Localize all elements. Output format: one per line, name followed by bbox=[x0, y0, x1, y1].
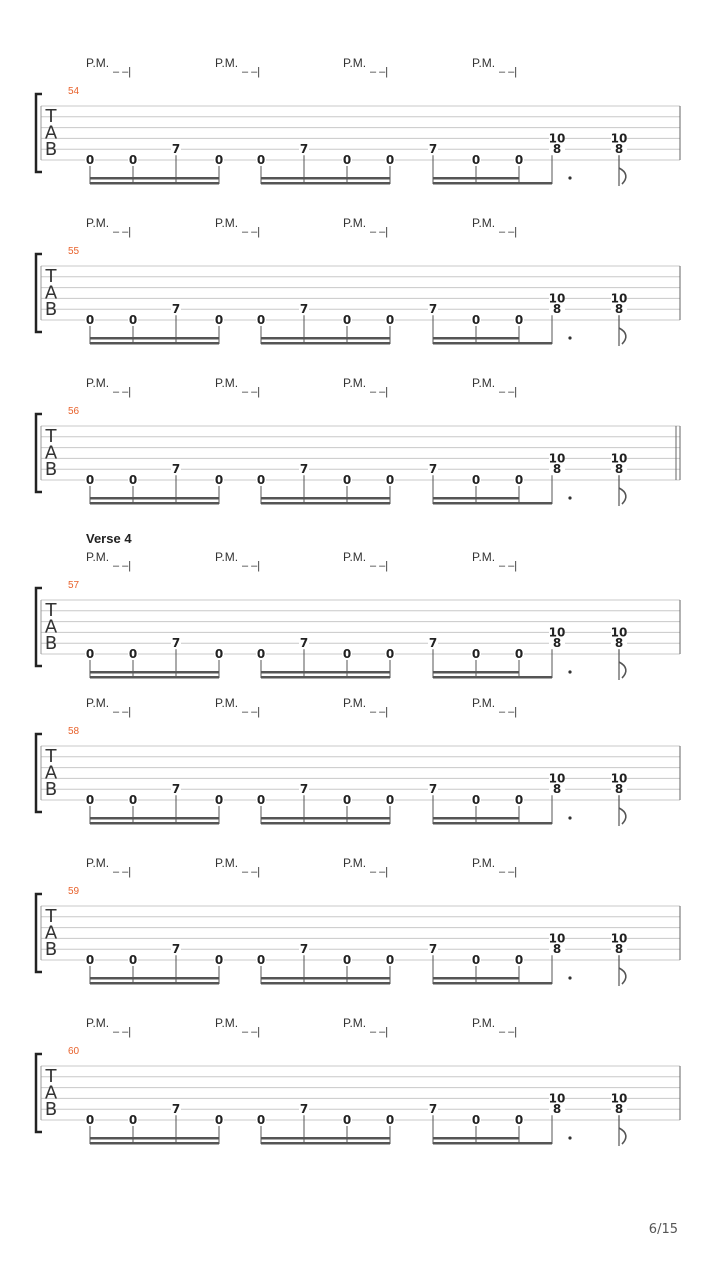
measure-number: 57 bbox=[68, 580, 80, 591]
palm-mute-label: P.M. bbox=[343, 856, 367, 870]
note-flag bbox=[619, 968, 626, 984]
dotted-note bbox=[568, 670, 571, 673]
measure-number: 59 bbox=[68, 886, 80, 897]
tab-clef-letter: B bbox=[44, 633, 58, 654]
beam-extension bbox=[519, 676, 552, 679]
fret-number: 7 bbox=[299, 942, 309, 957]
fret-number: 0 bbox=[256, 313, 266, 327]
fret-number: 0 bbox=[214, 647, 224, 661]
chord-fret-lower: 8 bbox=[552, 142, 562, 157]
fret-number: 7 bbox=[428, 782, 438, 797]
section-label: Verse 4 bbox=[86, 531, 132, 546]
tab-system-56 bbox=[36, 376, 680, 506]
palm-mute-label: P.M. bbox=[472, 376, 496, 390]
fret-number: 7 bbox=[299, 142, 309, 157]
palm-mute-label: P.M. bbox=[472, 696, 496, 710]
fret-number: 0 bbox=[128, 647, 138, 661]
palm-mute-label: P.M. bbox=[215, 376, 239, 390]
fret-number: 0 bbox=[514, 313, 524, 327]
palm-mute-label: P.M. bbox=[343, 56, 367, 70]
palm-mute-label: P.M. bbox=[86, 1016, 110, 1030]
fret-number: 0 bbox=[514, 473, 524, 487]
fret-number: 0 bbox=[256, 153, 266, 167]
palm-mute-label: P.M. bbox=[343, 216, 367, 230]
tab-system-60 bbox=[36, 1016, 680, 1146]
chord-fret-lower: 8 bbox=[614, 636, 624, 651]
fret-number: 0 bbox=[85, 1113, 95, 1127]
palm-mute-label: P.M. bbox=[215, 216, 239, 230]
tab-clef-letter: A bbox=[44, 442, 58, 464]
fret-number: 7 bbox=[299, 782, 309, 797]
tab-clef-letter: B bbox=[44, 779, 58, 800]
palm-mute-extender: – –| bbox=[113, 386, 132, 398]
fret-number: 0 bbox=[514, 793, 524, 807]
fret-number: 0 bbox=[214, 1113, 224, 1127]
chord-fret-lower: 8 bbox=[614, 1102, 624, 1117]
tab-system-58 bbox=[36, 696, 680, 826]
fret-number: 0 bbox=[342, 153, 352, 167]
palm-mute-extender: – –| bbox=[113, 1026, 132, 1038]
fret-number: 7 bbox=[171, 942, 181, 957]
chord-fret-lower: 8 bbox=[552, 462, 562, 477]
fret-number: 0 bbox=[256, 953, 266, 967]
note-flag bbox=[619, 662, 626, 678]
tab-system-57 bbox=[36, 531, 680, 680]
dotted-note bbox=[568, 1136, 571, 1139]
tab-clef-letter: B bbox=[44, 139, 58, 160]
tab-clef-letter: T bbox=[45, 906, 57, 927]
palm-mute-extender: – –| bbox=[499, 866, 518, 878]
fret-number: 0 bbox=[128, 313, 138, 327]
fret-number: 0 bbox=[85, 647, 95, 661]
tab-clef-letter: A bbox=[44, 616, 58, 638]
palm-mute-label: P.M. bbox=[472, 1016, 496, 1030]
palm-mute-label: P.M. bbox=[86, 696, 110, 710]
beam-secondary bbox=[433, 671, 519, 674]
fret-number: 0 bbox=[385, 1113, 395, 1127]
fret-number: 0 bbox=[128, 793, 138, 807]
fret-number: 0 bbox=[471, 953, 481, 967]
chord-fret-lower: 8 bbox=[614, 942, 624, 957]
fret-number: 7 bbox=[428, 142, 438, 157]
palm-mute-label: P.M. bbox=[86, 856, 110, 870]
palm-mute-extender: – –| bbox=[370, 386, 389, 398]
chord-fret-lower: 8 bbox=[614, 142, 624, 157]
tab-clef-letter: A bbox=[44, 1082, 58, 1104]
fret-number: 0 bbox=[385, 953, 395, 967]
beam bbox=[433, 822, 519, 825]
beam bbox=[261, 676, 390, 679]
dotted-note bbox=[568, 976, 571, 979]
palm-mute-extender: – –| bbox=[370, 560, 389, 572]
beam bbox=[90, 182, 219, 185]
chord-fret-upper: 10 bbox=[610, 451, 628, 466]
beam bbox=[90, 676, 219, 679]
chord-fret-upper: 10 bbox=[610, 1091, 628, 1106]
beam bbox=[261, 182, 390, 185]
palm-mute-extender: – –| bbox=[113, 706, 132, 718]
chord-fret-upper: 10 bbox=[610, 291, 628, 306]
fret-number: 0 bbox=[256, 647, 266, 661]
palm-mute-extender: – –| bbox=[242, 560, 261, 572]
beam-secondary bbox=[433, 977, 519, 980]
beam-extension bbox=[519, 182, 552, 185]
beam bbox=[261, 1142, 390, 1145]
palm-mute-label: P.M. bbox=[86, 56, 110, 70]
fret-number: 0 bbox=[514, 953, 524, 967]
fret-number: 0 bbox=[342, 313, 352, 327]
dotted-note bbox=[568, 816, 571, 819]
beam bbox=[433, 342, 519, 345]
measure-number: 58 bbox=[68, 726, 80, 737]
tab-clef-letter: A bbox=[44, 762, 58, 784]
chord-fret-upper: 10 bbox=[548, 1091, 566, 1106]
palm-mute-extender: – –| bbox=[242, 66, 261, 78]
fret-number: 0 bbox=[514, 153, 524, 167]
tab-clef-letter: T bbox=[45, 106, 57, 127]
palm-mute-extender: – –| bbox=[370, 706, 389, 718]
palm-mute-extender: – –| bbox=[370, 226, 389, 238]
palm-mute-label: P.M. bbox=[215, 56, 239, 70]
beam-secondary bbox=[433, 337, 519, 340]
fret-number: 7 bbox=[299, 636, 309, 651]
chord-fret-upper: 10 bbox=[610, 771, 628, 786]
palm-mute-extender: – –| bbox=[499, 706, 518, 718]
fret-number: 7 bbox=[171, 302, 181, 317]
fret-number: 0 bbox=[128, 953, 138, 967]
chord-fret-upper: 10 bbox=[548, 131, 566, 146]
palm-mute-extender: – –| bbox=[499, 386, 518, 398]
note-flag bbox=[619, 1128, 626, 1144]
beam-secondary bbox=[261, 977, 390, 980]
chord-fret-upper: 10 bbox=[548, 451, 566, 466]
beam-secondary bbox=[261, 671, 390, 674]
beam-secondary bbox=[90, 337, 219, 340]
palm-mute-extender: – –| bbox=[499, 560, 518, 572]
palm-mute-extender: – –| bbox=[242, 226, 261, 238]
beam bbox=[433, 1142, 519, 1145]
chord-fret-lower: 8 bbox=[552, 942, 562, 957]
tab-clef-letter: B bbox=[44, 939, 58, 960]
chord-fret-lower: 8 bbox=[552, 636, 562, 651]
fret-number: 7 bbox=[428, 636, 438, 651]
fret-number: 0 bbox=[214, 473, 224, 487]
palm-mute-label: P.M. bbox=[215, 1016, 239, 1030]
beam bbox=[261, 822, 390, 825]
tab-clef-letter: B bbox=[44, 1099, 58, 1120]
beam bbox=[90, 502, 219, 505]
fret-number: 0 bbox=[85, 473, 95, 487]
fret-number: 0 bbox=[128, 153, 138, 167]
tab-system-54 bbox=[36, 56, 680, 186]
beam-extension bbox=[519, 1142, 552, 1145]
palm-mute-extender: – –| bbox=[499, 1026, 518, 1038]
palm-mute-label: P.M. bbox=[215, 550, 239, 564]
note-flag bbox=[619, 168, 626, 184]
tab-clef-letter: A bbox=[44, 122, 58, 144]
fret-number: 0 bbox=[385, 473, 395, 487]
palm-mute-extender: – –| bbox=[242, 386, 261, 398]
measure-number: 60 bbox=[68, 1046, 80, 1057]
palm-mute-label: P.M. bbox=[86, 216, 110, 230]
fret-number: 0 bbox=[342, 953, 352, 967]
beam-secondary bbox=[90, 177, 219, 180]
beam-secondary bbox=[433, 817, 519, 820]
beam-secondary bbox=[261, 337, 390, 340]
fret-number: 0 bbox=[471, 153, 481, 167]
palm-mute-label: P.M. bbox=[472, 216, 496, 230]
beam bbox=[261, 342, 390, 345]
tab-clef-letter: B bbox=[44, 459, 58, 480]
tab-clef-letter: T bbox=[45, 266, 57, 287]
beam bbox=[261, 982, 390, 985]
fret-number: 0 bbox=[471, 1113, 481, 1127]
note-flag bbox=[619, 328, 626, 344]
palm-mute-extender: – –| bbox=[370, 866, 389, 878]
fret-number: 0 bbox=[385, 313, 395, 327]
palm-mute-label: P.M. bbox=[472, 550, 496, 564]
tab-clef-letter: T bbox=[45, 746, 57, 767]
palm-mute-extender: – –| bbox=[242, 1026, 261, 1038]
fret-number: 7 bbox=[171, 1102, 181, 1117]
fret-number: 0 bbox=[342, 793, 352, 807]
tab-clef-letter: A bbox=[44, 922, 58, 944]
palm-mute-extender: – –| bbox=[242, 866, 261, 878]
fret-number: 0 bbox=[342, 647, 352, 661]
beam bbox=[433, 982, 519, 985]
fret-number: 7 bbox=[299, 302, 309, 317]
tab-clef-letter: T bbox=[45, 1066, 57, 1087]
palm-mute-label: P.M. bbox=[343, 550, 367, 564]
fret-number: 0 bbox=[214, 313, 224, 327]
measure-number: 56 bbox=[68, 406, 80, 417]
beam bbox=[90, 342, 219, 345]
fret-number: 0 bbox=[471, 793, 481, 807]
chord-fret-upper: 10 bbox=[548, 771, 566, 786]
chord-fret-upper: 10 bbox=[610, 931, 628, 946]
beam-secondary bbox=[261, 817, 390, 820]
fret-number: 0 bbox=[85, 313, 95, 327]
palm-mute-label: P.M. bbox=[86, 376, 110, 390]
beam bbox=[261, 502, 390, 505]
fret-number: 7 bbox=[171, 636, 181, 651]
palm-mute-extender: – –| bbox=[113, 866, 132, 878]
note-flag bbox=[619, 488, 626, 504]
fret-number: 0 bbox=[514, 647, 524, 661]
fret-number: 7 bbox=[428, 1102, 438, 1117]
fret-number: 0 bbox=[85, 793, 95, 807]
chord-fret-lower: 8 bbox=[552, 782, 562, 797]
beam bbox=[433, 676, 519, 679]
fret-number: 0 bbox=[471, 313, 481, 327]
fret-number: 0 bbox=[256, 473, 266, 487]
chord-fret-lower: 8 bbox=[552, 302, 562, 317]
fret-number: 0 bbox=[214, 953, 224, 967]
chord-fret-upper: 10 bbox=[610, 625, 628, 640]
fret-number: 7 bbox=[171, 782, 181, 797]
tab-system-59 bbox=[36, 856, 680, 986]
palm-mute-extender: – –| bbox=[113, 226, 132, 238]
fret-number: 0 bbox=[256, 1113, 266, 1127]
chord-fret-upper: 10 bbox=[610, 131, 628, 146]
fret-number: 7 bbox=[428, 462, 438, 477]
beam-secondary bbox=[433, 177, 519, 180]
beam-secondary bbox=[433, 1137, 519, 1140]
palm-mute-label: P.M. bbox=[472, 56, 496, 70]
beam-extension bbox=[519, 342, 552, 345]
fret-number: 0 bbox=[385, 153, 395, 167]
beam bbox=[90, 982, 219, 985]
fret-number: 7 bbox=[428, 302, 438, 317]
beam-secondary bbox=[90, 497, 219, 500]
palm-mute-extender: – –| bbox=[113, 66, 132, 78]
fret-number: 0 bbox=[214, 153, 224, 167]
fret-number: 7 bbox=[171, 462, 181, 477]
palm-mute-extender: – –| bbox=[242, 706, 261, 718]
beam-secondary bbox=[90, 671, 219, 674]
tab-clef-letter: A bbox=[44, 282, 58, 304]
measure-number: 54 bbox=[68, 86, 80, 97]
chord-fret-upper: 10 bbox=[548, 625, 566, 640]
fret-number: 7 bbox=[428, 942, 438, 957]
palm-mute-label: P.M. bbox=[86, 550, 110, 564]
fret-number: 0 bbox=[128, 473, 138, 487]
chord-fret-lower: 8 bbox=[614, 462, 624, 477]
chord-fret-lower: 8 bbox=[614, 782, 624, 797]
page-number: 6/15 bbox=[648, 1222, 678, 1237]
beam-extension bbox=[519, 982, 552, 985]
beam bbox=[90, 1142, 219, 1145]
chord-fret-upper: 10 bbox=[548, 931, 566, 946]
palm-mute-extender: – –| bbox=[499, 226, 518, 238]
fret-number: 0 bbox=[471, 473, 481, 487]
fret-number: 0 bbox=[214, 793, 224, 807]
fret-number: 0 bbox=[385, 647, 395, 661]
beam-extension bbox=[519, 822, 552, 825]
palm-mute-label: P.M. bbox=[343, 1016, 367, 1030]
palm-mute-extender: – –| bbox=[499, 66, 518, 78]
palm-mute-label: P.M. bbox=[472, 856, 496, 870]
tab-system-55 bbox=[36, 216, 680, 346]
beam bbox=[90, 822, 219, 825]
chord-fret-upper: 10 bbox=[548, 291, 566, 306]
fret-number: 7 bbox=[299, 462, 309, 477]
beam-secondary bbox=[261, 1137, 390, 1140]
beam-secondary bbox=[261, 497, 390, 500]
tab-clef-letter: T bbox=[45, 426, 57, 447]
beam bbox=[433, 502, 519, 505]
fret-number: 0 bbox=[128, 1113, 138, 1127]
dotted-note bbox=[568, 176, 571, 179]
fret-number: 7 bbox=[171, 142, 181, 157]
beam-extension bbox=[519, 502, 552, 505]
beam-secondary bbox=[90, 817, 219, 820]
chord-fret-lower: 8 bbox=[614, 302, 624, 317]
palm-mute-extender: – –| bbox=[113, 560, 132, 572]
fret-number: 0 bbox=[342, 1113, 352, 1127]
palm-mute-label: P.M. bbox=[215, 856, 239, 870]
dotted-note bbox=[568, 496, 571, 499]
chord-fret-lower: 8 bbox=[552, 1102, 562, 1117]
fret-number: 0 bbox=[471, 647, 481, 661]
measure-number: 55 bbox=[68, 246, 80, 257]
beam-secondary bbox=[90, 977, 219, 980]
fret-number: 0 bbox=[385, 793, 395, 807]
palm-mute-label: P.M. bbox=[343, 376, 367, 390]
dotted-note bbox=[568, 336, 571, 339]
fret-number: 0 bbox=[514, 1113, 524, 1127]
note-flag bbox=[619, 808, 626, 824]
palm-mute-label: P.M. bbox=[215, 696, 239, 710]
palm-mute-extender: – –| bbox=[370, 1026, 389, 1038]
fret-number: 0 bbox=[256, 793, 266, 807]
beam-secondary bbox=[433, 497, 519, 500]
beam-secondary bbox=[90, 1137, 219, 1140]
tab-clef-letter: B bbox=[44, 299, 58, 320]
tab-clef-letter: T bbox=[45, 600, 57, 621]
fret-number: 0 bbox=[342, 473, 352, 487]
fret-number: 7 bbox=[299, 1102, 309, 1117]
fret-number: 0 bbox=[85, 153, 95, 167]
palm-mute-label: P.M. bbox=[343, 696, 367, 710]
beam-secondary bbox=[261, 177, 390, 180]
beam bbox=[433, 182, 519, 185]
palm-mute-extender: – –| bbox=[370, 66, 389, 78]
fret-number: 0 bbox=[85, 953, 95, 967]
